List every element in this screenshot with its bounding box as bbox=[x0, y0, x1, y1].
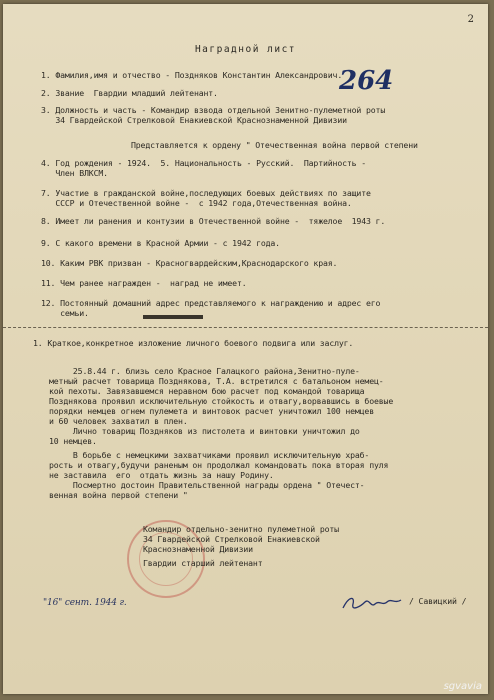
handwritten-registry-number: 264 bbox=[339, 66, 394, 96]
item-4-5: 4. Год рождения - 1924. 5. Национальность - Русский. Партийность - bbox=[41, 158, 366, 168]
item-10: 10. Каким РВК призван - Красногвардейским,Краснодарского края. bbox=[41, 258, 338, 268]
narrative-line-10: рость и отвагу,будучи раненым он продолжал командовать пока вторая пуля bbox=[49, 460, 389, 470]
watermark: sgvavia bbox=[443, 681, 482, 692]
narrative-line-4: Позднякова проявил исключительную стойкость и отвагу,ворвавшись в боевые bbox=[49, 396, 394, 406]
award-sheet bbox=[3, 4, 488, 694]
item-11: 11. Чем ранее награжден - наград не имеет. bbox=[41, 278, 247, 288]
narrative-line-5: порядки немцев огнем пулемета и винтовок расчет уничтожил 100 немцев bbox=[49, 406, 374, 416]
item-8: 8. Имеет ли ранения и контузии в Отечественной войне - тяжелое 1943 г. bbox=[41, 216, 386, 226]
narrative-line-2: метный расчет товарища Позднякова, Т.А. встретился с батальоном немец- bbox=[49, 376, 384, 386]
item-3: 3. Должность и часть - Командир взвода отдельной Зенитно-пулеметной роты bbox=[41, 105, 386, 115]
signer-name: / Савицкий / bbox=[409, 596, 467, 606]
signature-block-line-3: Краснознаменной Дивизии bbox=[143, 544, 253, 554]
section-heading: 1. Краткое,конкретное изложение личного боевого подвига или заслуг. bbox=[33, 338, 354, 348]
narrative-line-13: венная война первой степени " bbox=[49, 490, 188, 500]
handwritten-signature bbox=[341, 594, 403, 614]
narrative-line-12: Посмертно достоин Правительственной награды ордена " Отечест- bbox=[49, 480, 365, 490]
narrative-line-8: 10 немцев. bbox=[49, 436, 97, 446]
narrative-line-9: В борьбе с немецкими захватчиками проявил исключительную храб- bbox=[49, 450, 370, 460]
item-4-5-cont: Член ВЛКСМ. bbox=[41, 168, 108, 178]
signature-block-line-2: 34 Гвардейской Стрелковой Енакиевской bbox=[143, 534, 320, 544]
narrative-line-3: кой пехоты. Завязавшемся неравном бою расчет под командой товарища bbox=[49, 386, 365, 396]
narrative-line-7: Лично товарищ Поздняков из пистолета и винтовки уничтожил до bbox=[49, 426, 360, 436]
section-divider bbox=[3, 327, 488, 328]
signature-block-line-1: Командир отдельно-зенитно пулеметной роты bbox=[143, 524, 339, 534]
signing-date: "16" сент. 1944 г. bbox=[43, 598, 127, 608]
narrative-line-1: 25.8.44 г. близь село Красное Галацкого района,Зенитно-пуле- bbox=[49, 366, 360, 376]
item-12: 12. Постоянный домашний адрес представляемого к награждению и адрес его bbox=[41, 298, 381, 308]
redaction-mark bbox=[143, 315, 203, 319]
item-1: 1. Фамилия,имя и отчество - Поздняков Константин Александрович. bbox=[41, 70, 343, 80]
signature-block-line-4: Гвардии старший лейтенант bbox=[143, 558, 263, 568]
item-2: 2. Звание Гвардии младший лейтенант. bbox=[41, 88, 218, 98]
narrative-line-6: и 60 человек захватил в плен. bbox=[49, 416, 188, 426]
nomination-line: Представляется к ордену " Отечественная война первой степени bbox=[131, 140, 418, 150]
item-7-cont: СССР и Отечественной войне - с 1942 года,Отечественная война. bbox=[41, 198, 352, 208]
page-number: 2 bbox=[467, 14, 474, 25]
item-3-cont: 34 Гвардейской Стрелковой Енакиевской Краснознаменной Дивизии bbox=[41, 115, 347, 125]
document-title: Наградной лист bbox=[194, 44, 297, 55]
item-7: 7. Участие в гражданской войне,последующих боевых действиях по защите bbox=[41, 188, 371, 198]
narrative-line-11: не заставила его отдать жизнь за нашу Родину. bbox=[49, 470, 274, 480]
item-12-cont: семьи. bbox=[41, 308, 89, 318]
item-9: 9. С какого времени в Красной Армии - с 1942 года. bbox=[41, 238, 280, 248]
